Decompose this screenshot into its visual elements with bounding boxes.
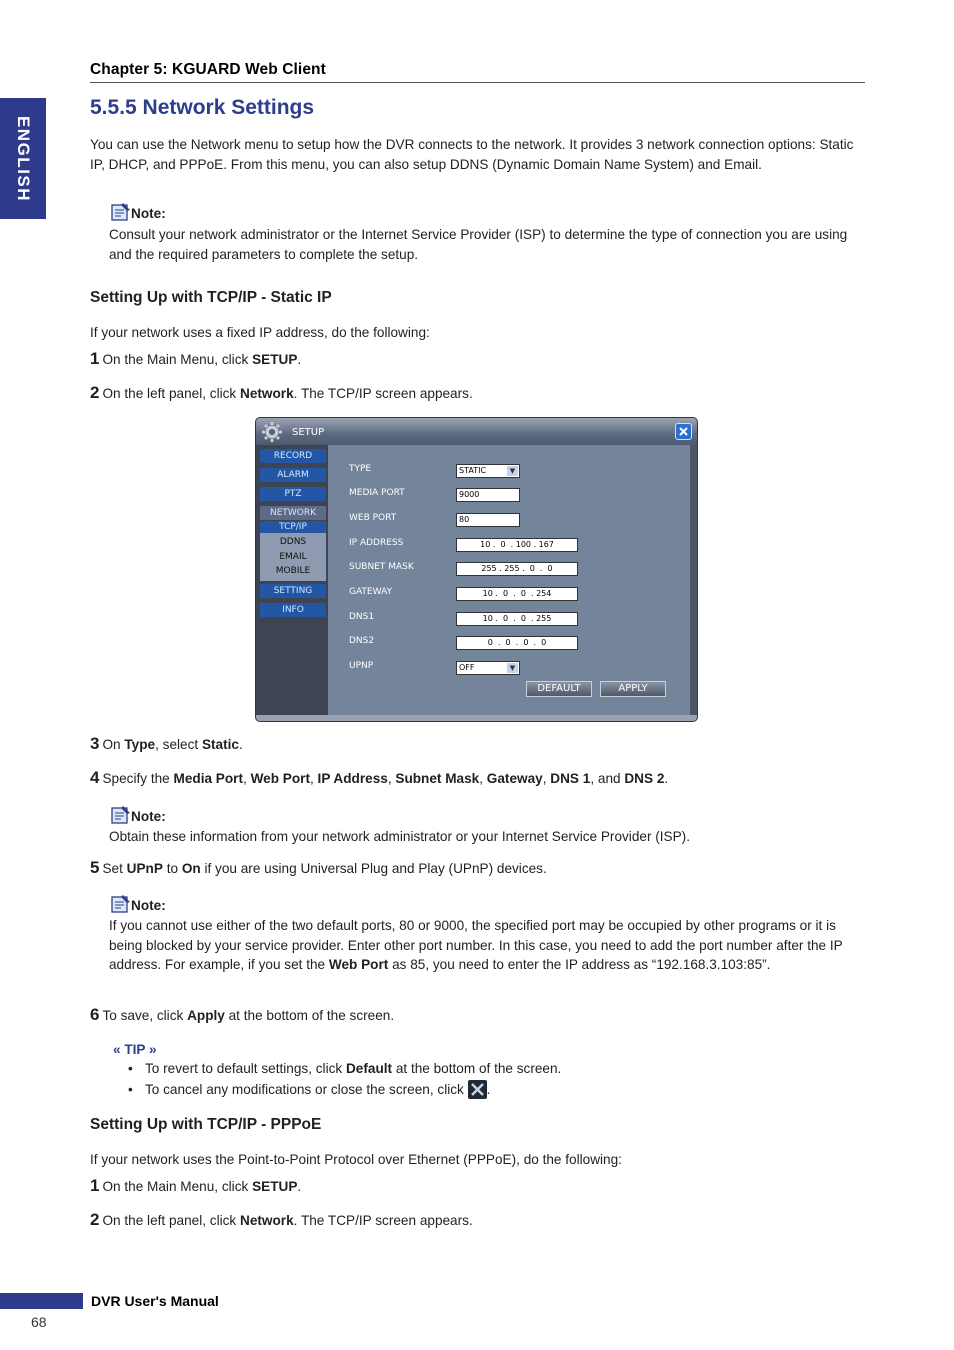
- step-text: On the Main Menu, click: [102, 1179, 253, 1194]
- intro-paragraph: You can use the Network menu to setup how the DVR connects to the network. It provides 3 network connection options: Static IP, DHCP, and PPPoE. From this menu, you can also setup DDNS (Dynamic Domain Name System) and Email.: [90, 137, 854, 172]
- step-number: 2: [90, 383, 100, 402]
- dvr-menu-panel: [256, 445, 328, 715]
- step-number: 2: [90, 1210, 100, 1229]
- step-keyword: Media Port: [173, 771, 243, 786]
- step-text: ,: [542, 771, 551, 786]
- dns1-label: DNS1: [349, 612, 375, 622]
- step-keyword: Static: [201, 737, 239, 752]
- step-text: On the left panel, click: [102, 386, 240, 401]
- web-port-input[interactable]: 80: [456, 513, 520, 527]
- default-button[interactable]: DEFAULT: [526, 681, 592, 697]
- apply-button[interactable]: APPLY: [600, 681, 666, 697]
- media-port-input[interactable]: 9000: [456, 488, 520, 502]
- static-step-1: [90, 349, 301, 370]
- ip-address-label: IP ADDRESS: [349, 538, 404, 548]
- web-port-label: WEB PORT: [349, 513, 397, 523]
- step-text: if you are using Universal Plug and Play (UPnP) devices.: [200, 861, 547, 876]
- menu-ptz[interactable]: PTZ: [260, 487, 326, 501]
- submenu-tcpip[interactable]: TCP/IP: [260, 521, 326, 533]
- step-text: .: [664, 771, 669, 786]
- dns2-input[interactable]: 0 . 0 . 0 . 0: [456, 636, 578, 650]
- dvr-right-edge: [690, 445, 697, 715]
- chapter-header: Chapter 5: KGUARD Web Client: [90, 61, 326, 78]
- dvr-setup-screenshot: [256, 418, 697, 721]
- step-number: 3: [90, 734, 100, 753]
- tip-bullet-1: [145, 1059, 561, 1079]
- note-icon: [109, 805, 131, 825]
- dvr-bottom-edge: [256, 715, 697, 721]
- menu-record[interactable]: RECORD: [260, 449, 326, 463]
- note-2-label: Note:: [131, 809, 166, 824]
- step-keyword: DNS 1: [550, 771, 591, 786]
- note-3-text-end: as 85, you need to enter the IP address as “192.168.3.103:85”.: [388, 957, 771, 972]
- tip-label: « TIP »: [113, 1042, 157, 1057]
- step-text: ,: [479, 771, 487, 786]
- step-keyword: Type: [124, 737, 156, 752]
- language-tab: [0, 98, 46, 219]
- media-port-label: MEDIA PORT: [349, 488, 405, 498]
- note-icon: [109, 894, 131, 914]
- step-text: , and: [590, 771, 625, 786]
- step-keyword: Apply: [187, 1008, 225, 1023]
- note-3-text-start: If you cannot use either of the two default ports, 80 or 9000, the specified port may be occupied by other programs or it is being blocked by your service provider. Enter other port number. In this case, you need to add the port number after the IP address. For example, if you set the: [109, 918, 843, 972]
- gear-icon: [261, 421, 285, 443]
- tip-text: To cancel any modifications or close the screen, click: [145, 1082, 468, 1097]
- step-text: .: [297, 352, 302, 367]
- step-number: 5: [90, 858, 100, 877]
- submenu-ddns[interactable]: DDNS: [279, 537, 307, 547]
- static-ip-lead: If your network uses a fixed IP address, do the following:: [90, 325, 430, 340]
- static-step-2: [90, 383, 473, 404]
- tip-text: .: [486, 1082, 491, 1097]
- step-text: . The TCP/IP screen appears.: [293, 386, 473, 401]
- static-step-6: [90, 1005, 394, 1026]
- section-title: 5.5.5 Network Settings: [90, 96, 315, 119]
- step-keyword: On: [181, 861, 201, 876]
- gateway-label: GATEWAY: [349, 587, 392, 597]
- step-keyword: Network: [240, 386, 294, 401]
- step-keyword: IP Address: [317, 771, 388, 786]
- language-tab-label: ENGLISH: [14, 115, 33, 202]
- step-number: 1: [90, 1176, 100, 1195]
- footer-manual-title: DVR User's Manual: [91, 1293, 219, 1309]
- gateway-input[interactable]: 10 . 0 . 0 . 254: [456, 587, 578, 601]
- step-text: On the left panel, click: [102, 1213, 240, 1228]
- note-3-text: [109, 916, 864, 975]
- step-text: , select: [155, 737, 202, 752]
- step-text: .: [297, 1179, 302, 1194]
- step-keyword: Web Port: [250, 771, 310, 786]
- note-2-text: Obtain these information from your network administrator or your Internet Service Provider (ISP).: [109, 829, 690, 844]
- submenu-mobile[interactable]: MOBILE: [275, 566, 311, 576]
- dns1-input[interactable]: 10 . 0 . 0 . 255: [456, 612, 578, 626]
- step-keyword: UPnP: [126, 861, 163, 876]
- subnet-mask-label: SUBNET MASK: [349, 562, 414, 572]
- step-text: ,: [243, 771, 251, 786]
- step-text: To save, click: [102, 1008, 188, 1023]
- note-1-text: Consult your network administrator or the Internet Service Provider (ISP) to determine the type of connection you are using and the required parameters to complete the setup.: [109, 227, 848, 262]
- pppoe-step-2: [90, 1210, 473, 1231]
- note-3-label: Note:: [131, 898, 166, 913]
- type-select[interactable]: [456, 464, 520, 478]
- step-text: ,: [309, 771, 318, 786]
- tip-text: at the bottom of the screen.: [392, 1061, 562, 1076]
- tip-keyword: Default: [345, 1061, 393, 1076]
- subnet-mask-input[interactable]: 255 . 255 . 0 . 0: [456, 562, 578, 576]
- menu-alarm[interactable]: ALARM: [260, 468, 326, 482]
- step-text: On the Main Menu, click: [102, 352, 253, 367]
- step-text: at the bottom of the screen.: [224, 1008, 395, 1023]
- static-step-4: [90, 768, 668, 789]
- step-text: On: [102, 737, 125, 752]
- tip-bullet-2: [145, 1080, 490, 1100]
- page-number: 68: [31, 1314, 47, 1330]
- menu-info[interactable]: INFO: [260, 603, 326, 617]
- step-keyword: Network: [240, 1213, 294, 1228]
- dvr-title: SETUP: [292, 427, 325, 438]
- step-keyword: SETUP: [252, 1179, 298, 1194]
- note-3-header: [109, 894, 166, 915]
- footer-bar: [0, 1293, 83, 1309]
- close-icon[interactable]: [675, 423, 692, 440]
- step-text: . The TCP/IP screen appears.: [293, 1213, 473, 1228]
- tip-text: To revert to default settings, click: [145, 1061, 346, 1076]
- note-icon: [109, 202, 131, 222]
- static-step-5: [90, 858, 547, 879]
- menu-setting[interactable]: SETTING: [260, 584, 326, 598]
- static-step-3: [90, 734, 243, 755]
- pppoe-step-1: [90, 1176, 301, 1197]
- note-1-header: [109, 202, 166, 223]
- chevron-down-icon: ▼: [507, 466, 518, 476]
- step-text: .: [238, 737, 243, 752]
- note-3-keyword: Web Port: [328, 957, 389, 972]
- step-number: 6: [90, 1005, 100, 1024]
- step-keyword: Subnet Mask: [395, 771, 480, 786]
- note-2-header: [109, 805, 166, 826]
- step-text: to: [162, 861, 182, 876]
- dns2-label: DNS2: [349, 636, 375, 646]
- dvr-titlebar: [256, 418, 697, 445]
- chevron-down-icon: ▼: [507, 663, 518, 673]
- step-number: 1: [90, 349, 100, 368]
- pppoe-lead: If your network uses the Point-to-Point Protocol over Ethernet (PPPoE), do the following:: [90, 1152, 622, 1167]
- upnp-select[interactable]: [456, 661, 520, 675]
- step-text: Set: [102, 861, 127, 876]
- type-label: TYPE: [349, 464, 372, 474]
- upnp-value: OFF: [459, 663, 475, 672]
- step-keyword: Gateway: [486, 771, 543, 786]
- type-value: STATIC: [459, 466, 487, 475]
- step-number: 4: [90, 768, 100, 787]
- menu-network[interactable]: NETWORK: [260, 506, 326, 520]
- header-divider: [90, 82, 865, 83]
- step-text: Specify the: [102, 771, 174, 786]
- pppoe-heading: Setting Up with TCP/IP - PPPoE: [90, 1116, 322, 1133]
- step-keyword: DNS 2: [624, 771, 665, 786]
- submenu-email[interactable]: EMAIL: [279, 552, 307, 562]
- close-icon: [468, 1080, 487, 1099]
- static-ip-heading: Setting Up with TCP/IP - Static IP: [90, 289, 332, 306]
- note-1-label: Note:: [131, 206, 166, 221]
- step-keyword: SETUP: [252, 352, 298, 367]
- ip-address-input[interactable]: 10 . 0 . 100 . 167: [456, 538, 578, 552]
- step-text: ,: [387, 771, 396, 786]
- upnp-label: UPNP: [349, 661, 374, 671]
